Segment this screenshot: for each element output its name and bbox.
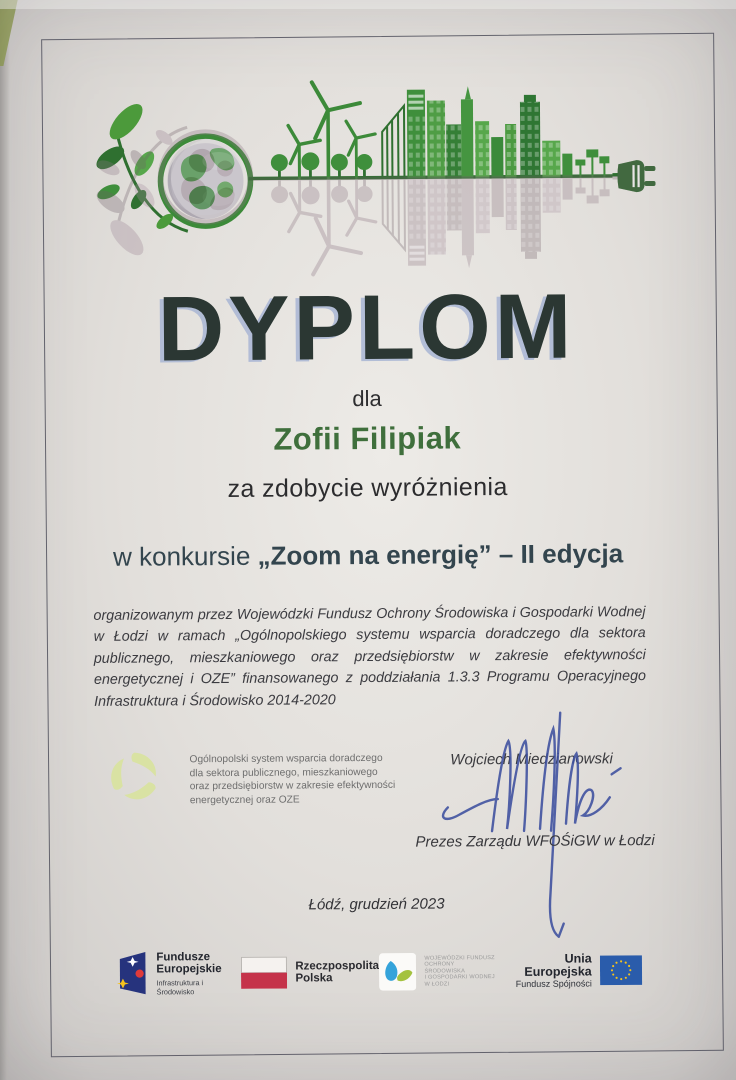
advisory-line: dla sektora publicznego, mieszkaniowego xyxy=(189,766,378,779)
advisory-program-block xyxy=(105,746,395,808)
wfosigw-text xyxy=(424,955,495,988)
eu-line1: Unia Europejska xyxy=(524,951,592,979)
wfosigw-logo-group xyxy=(379,952,496,991)
contest-prefix: w konkursie xyxy=(112,540,258,572)
wf-line: OCHRONY ŚRODOWISKA xyxy=(424,961,466,975)
rzeczpospolita-polska-text xyxy=(295,959,379,985)
contest-name: „Zoom na energię” – II edycja xyxy=(257,538,624,571)
unia-europejska-logo-group xyxy=(495,952,642,989)
advisory-line: energetycznej oraz OZE xyxy=(189,793,300,806)
city-skyline-icon xyxy=(382,86,573,178)
diploma-title: DYPLOM xyxy=(157,275,576,381)
signer-name: Wojciech Miedzianowski xyxy=(450,750,613,769)
achievement-text: za zdobycie wyróżnienia xyxy=(227,473,508,503)
footer-logos-row xyxy=(115,946,642,998)
wf-line: W ŁODZI xyxy=(424,981,450,988)
pl-line2: Polska xyxy=(295,972,333,985)
organizer-description: organizowanym przez Wojewódzki Fundusz Ochrony Środowiska i Gospodarki Wodnej w Łodzi w ramach „Ogólnopolskiego systemu wsparcia doradczego dla sektora publicznego, mieszkaniowego oraz przedsiębiorstw w zakresie efektywności energetycznej i OZE” finansowanego z poddziałania 1.3.3 Programu Operacyjnego Infrastruktura i Środowisko 2014-2020 xyxy=(93,604,647,710)
fe-line3: Infrastruktura i Środowisko xyxy=(156,977,204,996)
eu-flag-icon xyxy=(600,955,642,985)
wf-line: I GOSPODARKI WODNEJ xyxy=(424,974,495,981)
fundusze-europejskie-text xyxy=(156,950,241,996)
fundusze-europejskie-flag-icon xyxy=(115,950,149,998)
eu-line2: Fundusz Spójności xyxy=(515,978,592,989)
recipient-name: Zofii Filipiak xyxy=(273,420,462,457)
contest-line xyxy=(0,537,736,573)
place-and-date: Łódź, grudzień 2023 xyxy=(308,895,445,914)
wfosigw-logo xyxy=(379,953,417,991)
rzeczpospolita-polska-logo-group xyxy=(241,956,379,989)
poland-flag-icon xyxy=(241,957,287,989)
wf-line: WOJEWÓDZKI FUNDUSZ xyxy=(424,954,495,962)
for-label: dla xyxy=(352,385,382,412)
pl-line1: Rzeczpospolita xyxy=(295,959,380,973)
advisory-line: Ogólnopolski system wsparcia doradczego xyxy=(189,752,383,766)
advisory-program-logo xyxy=(105,747,163,805)
signer-title: Prezes Zarządu WFOŚiGW w Łodzi xyxy=(415,832,655,851)
fe-line2: Europejskie xyxy=(156,963,222,976)
advisory-line: oraz przedsiębiorstw w zakresie efektywności xyxy=(189,779,396,793)
fe-line1: Fundusze xyxy=(156,950,211,963)
lamp-posts-icon xyxy=(575,149,609,176)
advisory-program-text xyxy=(189,746,395,807)
fundusze-europejskie-logo-group xyxy=(115,949,242,998)
unia-europejska-text xyxy=(495,952,592,989)
eco-city-illustration xyxy=(92,68,674,302)
